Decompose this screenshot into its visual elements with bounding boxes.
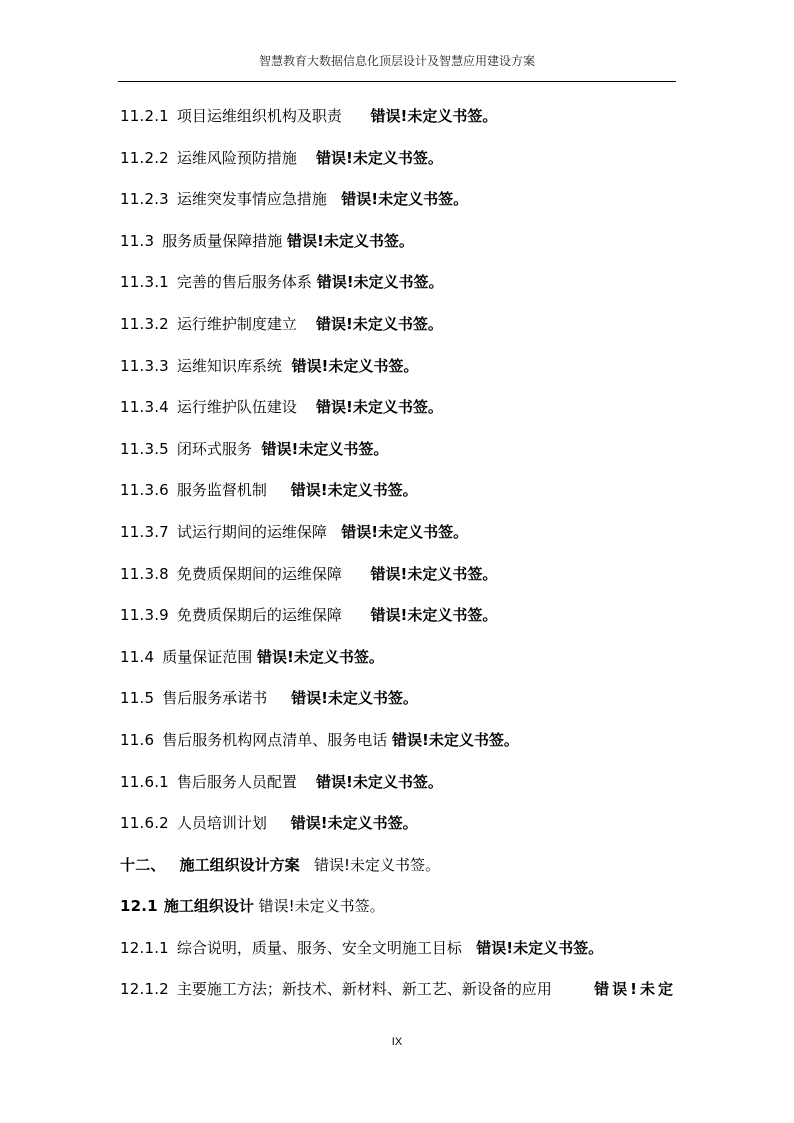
toc-entry-title: 人员培训计划: [176, 814, 267, 833]
toc-entry-error-ref: 错误!未定义书签。: [392, 730, 519, 749]
toc-entry-gap: [342, 107, 371, 125]
toc-entry-title: 售后服务承诺书: [162, 689, 268, 708]
toc-entry-number: 12.1.1: [120, 938, 169, 957]
running-header: 智慧教育大数据信息化顶层设计及智慧应用建设方案: [258, 54, 535, 68]
toc-entry-error-ref: 错误!未定义书签。: [341, 522, 469, 541]
toc-entry-gap: [267, 481, 291, 499]
toc-entry-number: 11.3.7: [120, 522, 169, 541]
toc-entry-error-ref: 错误!未定义书签。: [257, 647, 384, 666]
toc-entry-title: 售后服务机构网点清单、服务电话: [162, 730, 388, 749]
toc-entry-title: 运行维护队伍建设: [176, 398, 297, 417]
toc-entry-title: 完善的售后服务体系: [176, 273, 312, 292]
toc-entry[interactable]: [120, 564, 676, 606]
toc-entry-error-ref: 错误!未定义书签。: [316, 314, 443, 333]
toc-entry-title: 主要施工方法；新技术、新材料、新工艺、新设备的应用: [176, 980, 552, 999]
toc-entry-error-ref: 错误!未定义书签。: [316, 772, 443, 791]
toc-entry-number: 11.3: [120, 231, 155, 250]
toc-entry[interactable]: [120, 813, 676, 855]
toc-entry[interactable]: [120, 688, 676, 730]
toc-entry-number: 11.3.5: [120, 439, 169, 458]
toc-entry-error-ref: 错误!未定义书签。: [287, 231, 414, 250]
toc-entry-gap: [342, 606, 371, 624]
toc-entry-error-ref: 错误!未定义书签。: [290, 481, 418, 500]
toc-entry[interactable]: [120, 480, 676, 522]
toc-entry-number: 11.3.3: [120, 356, 169, 375]
toc-entry-gap: [267, 814, 291, 832]
toc-entry-number: 11.3.6: [120, 481, 169, 500]
toc-entry-number: 11.6: [120, 730, 155, 749]
page-number: IX: [391, 1036, 403, 1048]
toc-entry-title: 运维知识库系统: [176, 356, 282, 375]
toc-entry-number: 11.3.2: [120, 314, 169, 333]
toc-entry-title: 服务监督机制: [176, 481, 267, 500]
toc-entry-number: 11.6.2: [120, 814, 169, 833]
toc-entry-title: 运行维护制度建立: [176, 314, 297, 333]
toc-entry[interactable]: [120, 397, 676, 439]
toc-entry-gap: [297, 149, 316, 167]
toc-entry-title: 服务质量保障措施: [162, 231, 283, 250]
toc-entry-error-ref: 错误!未定义书签。: [341, 190, 469, 209]
toc-entry-gap: [297, 398, 316, 416]
header-rule: [118, 81, 676, 82]
toc-entry-error-ref: 错误!未定义书签。: [370, 107, 498, 125]
toc-entry-number: 11.2.2: [120, 148, 169, 167]
toc-entry[interactable]: [120, 356, 676, 398]
toc-entry-gap: [327, 523, 341, 541]
toc-entry-error-ref: 错误!未定义书签。: [316, 273, 444, 292]
toc-entry-error-ref: 错误!未定义书签。: [370, 564, 498, 583]
toc-entry-title: 运维突发事情应急措施: [176, 190, 327, 209]
toc-entry-number: 11.2.3: [120, 190, 169, 209]
toc-entry-number: 11.4: [120, 647, 155, 666]
toc-entry-12-1-2[interactable]: [120, 979, 676, 1021]
toc-entry-error-ref: 错误!未定义书签。: [261, 439, 389, 458]
toc-entry-error-ref: 错误!未定义书签。: [316, 148, 443, 167]
toc-entry-error-ref: 错误!未定: [594, 980, 676, 999]
toc-entry-error-ref: 错误!未定义书签。: [313, 855, 440, 874]
toc-entry-number: 11.6.1: [120, 772, 169, 791]
toc-entry-gap: [267, 689, 291, 707]
toc-entry-gap: [327, 190, 341, 208]
toc-entry-gap: [297, 315, 316, 333]
toc-entry-12-1-1[interactable]: [120, 938, 676, 980]
toc-entry[interactable]: [120, 189, 676, 231]
toc-entry-error-ref: 错误!未定义书签。: [258, 897, 385, 916]
toc-entry-error-ref: 错误!未定义书签。: [370, 606, 498, 625]
toc-entry-title: 项目运维组织机构及职责: [176, 107, 342, 125]
toc-entry-number: 11.3.1: [120, 273, 169, 292]
toc-entry[interactable]: [120, 605, 676, 647]
toc-entry[interactable]: [120, 106, 676, 148]
toc-entry-error-ref: 错误!未定义书签。: [316, 398, 443, 417]
toc-entry-title: 闭环式服务: [176, 439, 252, 458]
toc-entry-error-ref: 错误!未定义书签。: [290, 814, 418, 833]
toc-entry-number: 十二、: [120, 855, 166, 874]
toc-entry-title: 运维风险预防措施: [176, 148, 297, 167]
toc-entry-number: 11.5: [120, 689, 155, 708]
toc-entry-title: 施工组织设计方案: [179, 855, 300, 874]
toc-entry-title: 试运行期间的运维保障: [176, 522, 327, 541]
toc-entry-number: 11.2.1: [120, 107, 169, 125]
toc-entry[interactable]: [120, 148, 676, 190]
toc-entry[interactable]: [120, 647, 676, 689]
toc-entry[interactable]: [120, 314, 676, 356]
toc-entry-error-ref: 错误!未定义书签。: [291, 689, 418, 708]
toc-entry-error-ref: 错误!未定义书签。: [291, 356, 419, 375]
toc-entry-title: 质量保证范围: [162, 647, 253, 666]
toc-entry-number: 12.1: [120, 897, 158, 916]
toc-entry[interactable]: [120, 439, 676, 481]
toc-entry-number: 11.3.9: [120, 606, 169, 625]
toc-entry[interactable]: [120, 522, 676, 564]
toc-entry-error-ref: 错误!未定义书签。: [476, 938, 604, 957]
toc-entry-number: 12.1.2: [120, 980, 169, 999]
toc-entry[interactable]: [120, 772, 676, 814]
toc-entry-gap: [297, 773, 316, 791]
toc-entry[interactable]: [120, 272, 676, 314]
toc-entry-title: 免费质保期后的运维保障: [176, 606, 342, 625]
toc-entry-number: 11.3.4: [120, 398, 169, 417]
toc-entry-chapter-12[interactable]: [120, 855, 676, 897]
toc-entry-gap: [342, 565, 371, 583]
toc-entry-number: 11.3.8: [120, 564, 169, 583]
toc-entry-title: 综合说明，质量、服务、安全文明施工目标: [176, 938, 462, 957]
toc-entry-title: 售后服务人员配置: [176, 772, 297, 791]
toc-entry[interactable]: [120, 730, 676, 772]
toc-entry-title: 施工组织设计: [163, 897, 254, 916]
toc-entry[interactable]: [120, 231, 676, 273]
toc-entry-title: 免费质保期间的运维保障: [176, 564, 342, 583]
toc-entry-12-1[interactable]: [120, 896, 676, 938]
table-of-contents: [120, 106, 676, 1021]
